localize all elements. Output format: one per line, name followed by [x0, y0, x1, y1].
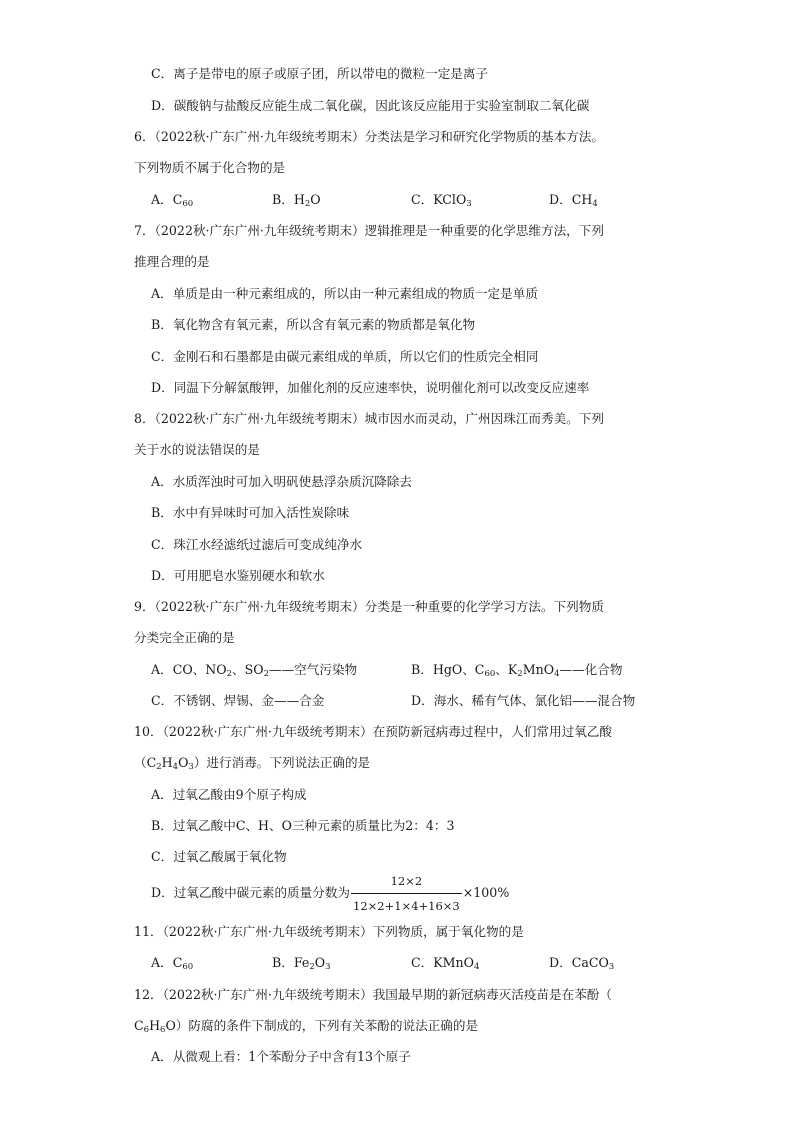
q7-option-b: B．氧化物含有氧元素，所以含有氧元素的物质都是氧化物: [151, 317, 476, 332]
q9-stem-line2: 分类完全正确的是: [134, 630, 235, 645]
q10-option-d: D．过氧乙酸中碳元素的质量分数为 $\frac{12\times 2}{12\times 2+1\times 4+16\times 3}$ ×100%: [151, 871, 509, 916]
q7-stem-line2: 推理合理的是: [134, 254, 210, 269]
q11-stem: 11．（2022秋·广东广州·九年级统考期末）下列物质，属于氧化物的是: [134, 924, 524, 939]
q7-option-c: C．金刚石和石墨都是由碳元素组成的单质，所以它们的性质完全相同: [151, 349, 539, 364]
q6-option-b: B．$H_2O$: [272, 192, 321, 209]
q9-stem-line1: 9．（2022秋·广东广州·九年级统考期末）分类是一种重要的化学学习方法。下列物质: [134, 599, 604, 614]
q11-option-b: B．$Fe_2O_3$: [272, 955, 331, 972]
q8-stem-line1: 8．（2022秋·广东广州·九年级统考期末）城市因水而灵动，广州因珠江而秀美。下列: [134, 411, 604, 426]
q5-option-c: C．离子是带电的原子或原子团，所以带电的微粒一定是离子: [151, 66, 489, 81]
q11-option-a: A．$C_{60}$: [151, 955, 194, 972]
q11-option-c: C．KMnO$_4$: [411, 955, 480, 972]
q12-stem-line1: 12．（2022秋·广东广州·九年级统考期末）我国最早期的新冠病毒灭活疫苗是在苯酚（: [134, 987, 612, 1002]
q11-option-d: D．CaCO$_3$: [549, 955, 615, 972]
q8-option-a: A．水质浑浊时可加入明矾使悬浮杂质沉降除去: [151, 474, 412, 489]
q12-stem-line2: $C_6H_6O$）防腐的条件下制成的，下列有关苯酚的说法正确的是: [134, 1018, 479, 1035]
mass-fraction-formula: $\frac{12\times 2}{12\times 2+1\times 4+16\times 3}$: [351, 871, 462, 916]
q10-option-c: C．过氧乙酸属于氧化物: [151, 849, 287, 864]
q10-option-b: B．过氧乙酸中C、H、O三种元素的质量比为2：4：3: [151, 818, 455, 833]
q6-option-d: D．$CH_4$: [549, 192, 598, 209]
q10-stem-line1: 10．（2022秋·广东广州·九年级统考期末）在预防新冠病毒过程中，人们常用过氧乙酸: [134, 724, 612, 739]
q7-option-a: A．单质是由一种元素组成的，所以由一种元素组成的物质一定是单质: [151, 286, 538, 301]
q10-option-a: A．过氧乙酸由9个原子构成: [151, 787, 307, 802]
q9-option-a: A．CO、$NO_2$、$SO_2——$空气污染物: [151, 662, 358, 679]
q8-option-d: D．可用肥皂水鉴别硬水和软水: [151, 568, 325, 583]
q6-option-a: A．$C_{60}$: [151, 192, 194, 209]
q7-stem-line1: 7．（2022秋·广东广州·九年级统考期末）逻辑推理是一种重要的化学思维方法，下列: [134, 223, 604, 238]
q7-option-d: D．同温下分解氯酸钾，加催化剂的反应速率快，说明催化剂可以改变反应速率: [151, 380, 590, 395]
q9-option-c: C．不锈钢、焊锡、金——合金: [151, 693, 325, 708]
q12-option-a: A．从微观上看：1个苯酚分子中含有13个原子: [151, 1049, 411, 1064]
q6-stem-line2: 下列物质不属于化合物的是: [134, 160, 286, 175]
q8-option-c: C．珠江水经滤纸过滤后可变成纯净水: [151, 537, 363, 552]
q10-stem-line2: $(C_2H_4O_3)$进行消毒。下列说法正确的是: [134, 755, 371, 772]
q5-option-d: D．碳酸钠与盐酸反应能生成二氧化碳，因此该反应能用于实验室制取二氧化碳: [151, 98, 590, 113]
q9-option-b: B．HgO、$C_{60}$、$K_2MnO_4——$化合物: [411, 662, 623, 679]
q6-stem-line1: 6．（2022秋·广东广州·九年级统考期末）分类法是学习和研究化学物质的基本方法。: [134, 129, 604, 144]
q9-option-d: D．海水、稀有气体、氯化铝——混合物: [411, 693, 636, 708]
q8-option-b: B．水中有异味时可加入活性炭除味: [151, 505, 350, 520]
q8-stem-line2: 关于水的说法错误的是: [134, 442, 260, 457]
q6-option-c: C．KClO$_3$: [411, 192, 472, 209]
